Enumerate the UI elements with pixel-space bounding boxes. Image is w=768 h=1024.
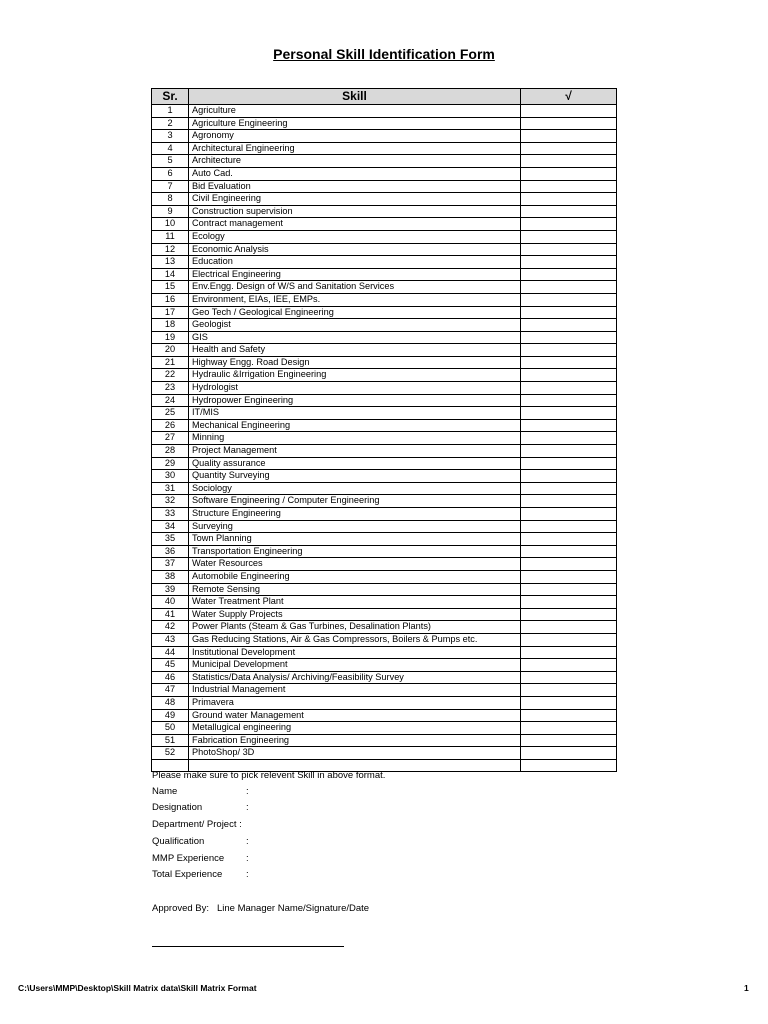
check-cell[interactable] — [521, 457, 617, 470]
table-row — [152, 306, 617, 319]
skill-cell: Civil Engineering — [189, 193, 521, 206]
sr-cell: 41 — [152, 608, 189, 621]
table-row — [152, 432, 617, 445]
approved-by-label: Approved By: — [152, 903, 210, 914]
check-cell[interactable] — [521, 193, 617, 206]
form-field[interactable] — [152, 853, 249, 864]
sr-cell: 13 — [152, 256, 189, 269]
check-cell[interactable] — [521, 142, 617, 155]
skills-table-body — [152, 105, 617, 772]
table-row — [152, 180, 617, 193]
skill-cell: Agronomy — [189, 130, 521, 143]
table-row — [152, 734, 617, 747]
table-row — [152, 243, 617, 256]
table-row — [152, 621, 617, 634]
sr-cell: 19 — [152, 331, 189, 344]
skill-cell: Remote Sensing — [189, 583, 521, 596]
sr-cell: 39 — [152, 583, 189, 596]
table-row — [152, 482, 617, 495]
check-cell[interactable] — [521, 596, 617, 609]
check-cell[interactable] — [521, 508, 617, 521]
check-cell[interactable] — [521, 356, 617, 369]
sr-cell: 5 — [152, 155, 189, 168]
sr-cell: 3 — [152, 130, 189, 143]
skill-cell: Ground water Management — [189, 709, 521, 722]
field-colon: : — [246, 836, 249, 847]
table-row — [152, 570, 617, 583]
table-row — [152, 696, 617, 709]
skill-cell: Water Treatment Plant — [189, 596, 521, 609]
sr-cell: 10 — [152, 218, 189, 231]
skill-cell: Hydropower Engineering — [189, 394, 521, 407]
table-row — [152, 331, 617, 344]
sr-cell: 21 — [152, 356, 189, 369]
skill-cell: Hydraulic &Irrigation Engineering — [189, 369, 521, 382]
check-cell[interactable] — [521, 646, 617, 659]
skill-cell: Economic Analysis — [189, 243, 521, 256]
check-cell[interactable] — [521, 621, 617, 634]
skill-cell: Structure Engineering — [189, 508, 521, 521]
table-row — [152, 218, 617, 231]
field-label: Department/ Project : — [152, 819, 242, 830]
sr-cell: 37 — [152, 558, 189, 571]
skill-cell: Health and Safety — [189, 344, 521, 357]
table-row — [152, 659, 617, 672]
table-row — [152, 356, 617, 369]
skill-cell: Electrical Engineering — [189, 268, 521, 281]
check-cell[interactable] — [521, 747, 617, 760]
check-cell[interactable] — [521, 281, 617, 294]
sr-cell: 4 — [152, 142, 189, 155]
field-colon: : — [246, 802, 249, 813]
footer-path: C:\Users\MMP\Desktop\Skill Matrix data\Skill Matrix Format — [18, 983, 257, 993]
form-field[interactable] — [152, 819, 242, 830]
table-row — [152, 319, 617, 332]
skill-cell: Fabrication Engineering — [189, 734, 521, 747]
sr-cell: 47 — [152, 684, 189, 697]
sr-cell: 24 — [152, 394, 189, 407]
sr-cell: 6 — [152, 167, 189, 180]
sr-cell: 23 — [152, 382, 189, 395]
header-skill: Skill — [189, 89, 521, 105]
field-label: Total Experience — [152, 869, 223, 880]
check-cell[interactable] — [521, 167, 617, 180]
sr-cell: 1 — [152, 105, 189, 118]
check-cell[interactable] — [521, 319, 617, 332]
table-row — [152, 457, 617, 470]
check-cell[interactable] — [521, 306, 617, 319]
table-row — [152, 193, 617, 206]
table-row — [152, 167, 617, 180]
field-label: Designation — [152, 802, 203, 813]
field-label: Qualification — [152, 836, 205, 847]
sr-cell: 14 — [152, 268, 189, 281]
check-cell[interactable] — [521, 268, 617, 281]
check-cell[interactable] — [521, 671, 617, 684]
skill-cell: Geo Tech / Geological Engineering — [189, 306, 521, 319]
table-row — [152, 230, 617, 243]
sr-cell: 34 — [152, 520, 189, 533]
sr-cell: 31 — [152, 482, 189, 495]
skill-cell: Construction supervision — [189, 205, 521, 218]
skill-cell: PhotoShop/ 3D — [189, 747, 521, 760]
header-check: √ — [521, 89, 617, 105]
table-row — [152, 382, 617, 395]
skill-cell: Agriculture Engineering — [189, 117, 521, 130]
skill-cell: GIS — [189, 331, 521, 344]
skill-cell: Project Management — [189, 445, 521, 458]
table-row — [152, 596, 617, 609]
check-cell[interactable] — [521, 407, 617, 420]
check-cell[interactable] — [521, 570, 617, 583]
check-cell[interactable] — [521, 117, 617, 130]
check-cell[interactable] — [521, 382, 617, 395]
skill-cell: Institutional Development — [189, 646, 521, 659]
skill-cell: Mechanical Engineering — [189, 419, 521, 432]
sr-cell: 48 — [152, 696, 189, 709]
check-cell[interactable] — [521, 709, 617, 722]
field-colon: : — [246, 786, 249, 797]
table-row — [152, 344, 617, 357]
skill-cell: Industrial Management — [189, 684, 521, 697]
skill-cell: Software Engineering / Computer Engineering — [189, 495, 521, 508]
sr-cell: 27 — [152, 432, 189, 445]
sr-cell: 42 — [152, 621, 189, 634]
table-row — [152, 508, 617, 521]
check-cell[interactable] — [521, 659, 617, 672]
skill-cell: Transportation Engineering — [189, 545, 521, 558]
form-field[interactable] — [152, 836, 249, 847]
skill-cell: Water Supply Projects — [189, 608, 521, 621]
page-title: Personal Skill Identification Form — [273, 46, 495, 62]
table-row — [152, 394, 617, 407]
sr-cell: 44 — [152, 646, 189, 659]
table-row — [152, 533, 617, 546]
table-row — [152, 369, 617, 382]
form-field[interactable] — [152, 802, 249, 813]
table-row — [152, 709, 617, 722]
form-field[interactable] — [152, 786, 249, 797]
sr-cell: 43 — [152, 633, 189, 646]
skill-cell: Highway Engg. Road Design — [189, 356, 521, 369]
table-row — [152, 671, 617, 684]
check-cell[interactable] — [521, 759, 617, 772]
table-row — [152, 633, 617, 646]
sr-cell: 12 — [152, 243, 189, 256]
table-row — [152, 495, 617, 508]
skill-cell: Quantity Surveying — [189, 470, 521, 483]
check-cell[interactable] — [521, 394, 617, 407]
table-row — [152, 722, 617, 735]
check-cell[interactable] — [521, 293, 617, 306]
sr-cell: 15 — [152, 281, 189, 294]
check-cell[interactable] — [521, 482, 617, 495]
sr-cell: 8 — [152, 193, 189, 206]
skill-cell: IT/MIS — [189, 407, 521, 420]
table-row — [152, 747, 617, 760]
field-colon: : — [246, 869, 249, 880]
skill-cell: Municipal Development — [189, 659, 521, 672]
sr-cell: 38 — [152, 570, 189, 583]
table-row — [152, 608, 617, 621]
page-number: 1 — [744, 983, 749, 993]
signature-line — [152, 946, 344, 947]
sr-cell: 28 — [152, 445, 189, 458]
table-row — [152, 117, 617, 130]
check-cell[interactable] — [521, 180, 617, 193]
sr-cell: 18 — [152, 319, 189, 332]
table-row — [152, 268, 617, 281]
skill-cell: Geologist — [189, 319, 521, 332]
table-row — [152, 155, 617, 168]
check-cell[interactable] — [521, 230, 617, 243]
sr-cell: 11 — [152, 230, 189, 243]
table-row — [152, 205, 617, 218]
skill-cell: Education — [189, 256, 521, 269]
sr-cell: 20 — [152, 344, 189, 357]
skill-cell: Statistics/Data Analysis/ Archiving/Feasibility Survey — [189, 671, 521, 684]
sr-cell: 46 — [152, 671, 189, 684]
sr-cell: 52 — [152, 747, 189, 760]
check-cell[interactable] — [521, 633, 617, 646]
check-cell[interactable] — [521, 369, 617, 382]
table-row — [152, 419, 617, 432]
table-row — [152, 558, 617, 571]
check-cell[interactable] — [521, 445, 617, 458]
check-cell[interactable] — [521, 243, 617, 256]
check-cell[interactable] — [521, 558, 617, 571]
skill-cell: Architectural Engineering — [189, 142, 521, 155]
table-row — [152, 256, 617, 269]
skill-cell: Water Resources — [189, 558, 521, 571]
sr-cell: 45 — [152, 659, 189, 672]
approved-by — [152, 903, 369, 914]
field-label: Name — [152, 786, 178, 797]
check-cell[interactable] — [521, 583, 617, 596]
skill-cell: Contract management — [189, 218, 521, 231]
sr-cell: 32 — [152, 495, 189, 508]
field-colon: : — [246, 853, 249, 864]
check-cell[interactable] — [521, 722, 617, 735]
check-cell[interactable] — [521, 130, 617, 143]
form-field[interactable] — [152, 869, 249, 880]
skill-cell: Architecture — [189, 155, 521, 168]
sr-cell: 9 — [152, 205, 189, 218]
check-cell[interactable] — [521, 344, 617, 357]
sr-cell: 35 — [152, 533, 189, 546]
skill-cell: Agriculture — [189, 105, 521, 118]
check-cell[interactable] — [521, 520, 617, 533]
sr-cell: 22 — [152, 369, 189, 382]
sr-cell: 49 — [152, 709, 189, 722]
sr-cell: 2 — [152, 117, 189, 130]
check-cell[interactable] — [521, 419, 617, 432]
check-cell[interactable] — [521, 533, 617, 546]
skill-cell: Metallugical engineering — [189, 722, 521, 735]
check-cell[interactable] — [521, 470, 617, 483]
check-cell[interactable] — [521, 205, 617, 218]
check-cell[interactable] — [521, 495, 617, 508]
skill-cell: Ecology — [189, 230, 521, 243]
check-cell[interactable] — [521, 696, 617, 709]
sr-cell: 7 — [152, 180, 189, 193]
check-cell[interactable] — [521, 432, 617, 445]
sr-cell: 16 — [152, 293, 189, 306]
skill-cell: Power Plants (Steam & Gas Turbines, Desalination Plants) — [189, 621, 521, 634]
check-cell[interactable] — [521, 545, 617, 558]
field-label: MMP Experience — [152, 853, 225, 864]
check-cell[interactable] — [521, 608, 617, 621]
skill-cell: Environment, EIAs, IEE, EMPs. — [189, 293, 521, 306]
skill-cell: Town Planning — [189, 533, 521, 546]
sr-cell: 25 — [152, 407, 189, 420]
table-row — [152, 684, 617, 697]
sr-cell: 36 — [152, 545, 189, 558]
skill-cell: Gas Reducing Stations, Air & Gas Compressors, Boilers & Pumps etc. — [189, 633, 521, 646]
skill-cell: Bid Evaluation — [189, 180, 521, 193]
table-row — [152, 105, 617, 118]
sr-cell: 26 — [152, 419, 189, 432]
skill-cell: Hydrologist — [189, 382, 521, 395]
table-row — [152, 142, 617, 155]
sr-cell: 17 — [152, 306, 189, 319]
sr-cell: 51 — [152, 734, 189, 747]
approved-by-value: Line Manager Name/Signature/Date — [216, 903, 370, 914]
sr-cell: 40 — [152, 596, 189, 609]
table-row — [152, 130, 617, 143]
skill-cell: Quality assurance — [189, 457, 521, 470]
skill-cell: Sociology — [189, 482, 521, 495]
table-header-row — [152, 89, 617, 105]
sr-cell: 50 — [152, 722, 189, 735]
skill-cell: Automobile Engineering — [189, 570, 521, 583]
table-row — [152, 646, 617, 659]
sr-cell: 29 — [152, 457, 189, 470]
check-cell[interactable] — [521, 256, 617, 269]
check-cell[interactable] — [521, 155, 617, 168]
skill-cell: Auto Cad. — [189, 167, 521, 180]
check-cell[interactable] — [521, 331, 617, 344]
table-row — [152, 583, 617, 596]
table-row — [152, 545, 617, 558]
sr-cell: 33 — [152, 508, 189, 521]
check-cell[interactable] — [521, 734, 617, 747]
skill-cell: Primavera — [189, 696, 521, 709]
table-row — [152, 445, 617, 458]
check-cell[interactable] — [521, 218, 617, 231]
table-row — [152, 470, 617, 483]
skill-cell: Surveying — [189, 520, 521, 533]
table-row — [152, 520, 617, 533]
check-cell[interactable] — [521, 684, 617, 697]
table-row — [152, 407, 617, 420]
sr-cell: 30 — [152, 470, 189, 483]
table-row — [152, 293, 617, 306]
skills-table — [151, 88, 617, 772]
table-row — [152, 281, 617, 294]
skill-cell: Env.Engg. Design of W/S and Sanitation Services — [189, 281, 521, 294]
check-cell[interactable] — [521, 105, 617, 118]
header-sr: Sr. — [152, 89, 189, 105]
skill-cell: Minning — [189, 432, 521, 445]
instruction-note: Please make sure to pick relevent Skill in above format. — [152, 770, 386, 781]
